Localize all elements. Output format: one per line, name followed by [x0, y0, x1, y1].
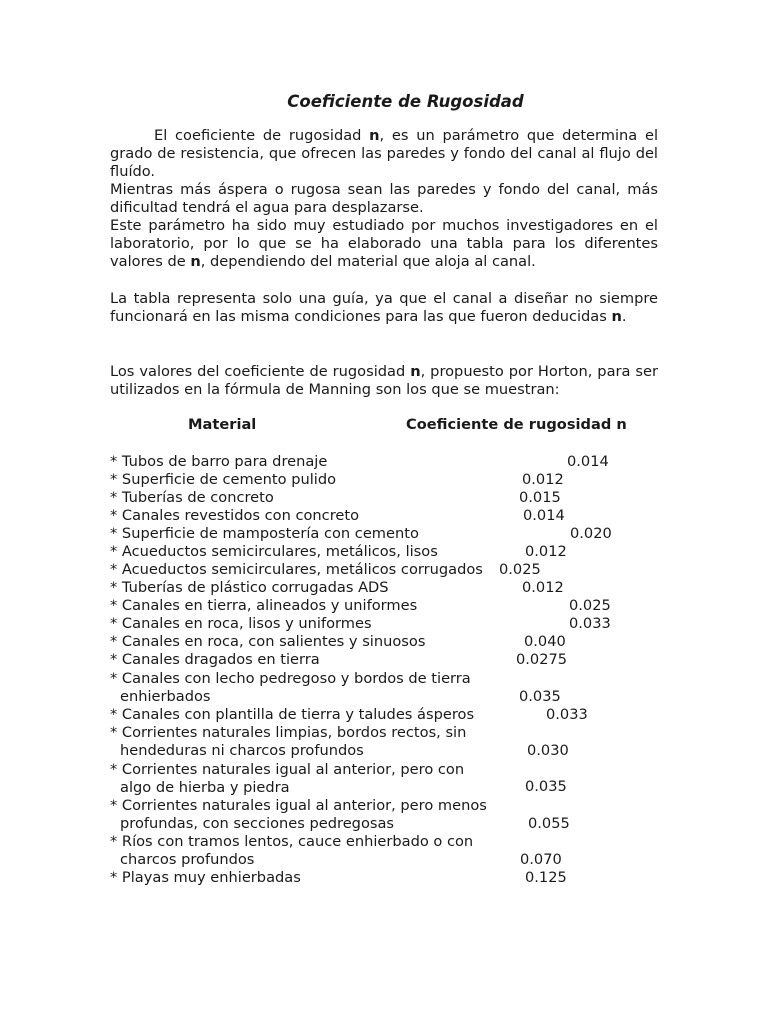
material-label-continuation: algo de hierba y piedra: [120, 779, 290, 796]
material-label-continuation: hendeduras ni charcos profundos: [120, 742, 364, 759]
table-row: [110, 869, 301, 887]
coefficient-value: 0.070: [520, 851, 562, 868]
coefficient-value: 0.125: [525, 869, 567, 886]
material-label: * Canales en roca, lisos y uniformes: [110, 615, 372, 632]
material-label: * Acueductos semicirculares, metálicos, lisos: [110, 543, 438, 560]
material-label: * Ríos con tramos lentos, cauce enhierbado o con: [110, 833, 474, 850]
text-run: , propuesto por Horton, para ser utilizados en la fórmula de Manning son los que se muestran:: [110, 363, 658, 398]
table-row: [110, 833, 473, 869]
material-label-continuation: charcos profundos: [120, 851, 255, 868]
table-row: [110, 706, 474, 724]
text-run: , es un parámetro que determina el grado de resistencia, que ofrecen las paredes y fondo del canal al flujo del fluído.: [110, 127, 659, 180]
table-header-coefficient: Coeficiente de rugosidad n: [406, 416, 627, 433]
coefficient-value: 0.025: [569, 597, 611, 614]
material-label: * Tuberías de concreto: [110, 489, 274, 506]
coefficient-value: 0.012: [522, 579, 564, 596]
document-title: Coeficiente de Rugosidad: [287, 92, 524, 111]
material-label: * Tuberías de plástico corrugadas ADS: [110, 579, 389, 596]
material-label: * Canales con lecho pedregoso y bordos de tierra: [110, 670, 471, 687]
text-run: , dependiendo del material que aloja al canal.: [200, 253, 536, 270]
table-row: [110, 724, 466, 760]
coefficient-value: 0.025: [499, 561, 541, 578]
table-header-material: Material: [188, 416, 257, 433]
table-row: [110, 597, 417, 615]
material-label: * Corrientes naturales igual al anterior, pero con: [110, 761, 465, 778]
text-run: El coeficiente de rugosidad: [154, 127, 370, 144]
symbol-n: n: [190, 253, 201, 270]
material-label: * Canales con plantilla de tierra y taludes ásperos: [110, 706, 475, 723]
table-row: [110, 525, 419, 543]
table-row: [110, 489, 274, 507]
guide-paragraph: [110, 290, 658, 326]
material-label: * Acueductos semicirculares, metálicos corrugados: [110, 561, 483, 578]
horton-paragraph: [110, 363, 658, 399]
table-row: [110, 651, 320, 669]
research-paragraph: [110, 217, 658, 271]
coefficient-value: 0.020: [570, 525, 612, 542]
material-label: * Corrientes naturales igual al anterior, pero menos: [110, 797, 487, 814]
text-run: Los valores del coeficiente de rugosidad: [110, 363, 411, 380]
text-run: .: [621, 308, 627, 325]
coefficient-value: 0.055: [528, 815, 570, 832]
table-row: [110, 471, 336, 489]
text-run: Este parámetro ha sido muy estudiado por muchos investigadores en el laboratorio, por lo que se ha elaborado una tabla para los diferentes valores de: [110, 217, 658, 270]
table-row: [110, 579, 389, 597]
material-label: * Canales dragados en tierra: [110, 651, 320, 668]
coefficient-value: 0.012: [522, 471, 564, 488]
material-label: * Corrientes naturales limpias, bordos rectos, sin: [110, 724, 467, 741]
coefficient-value: 0.030: [527, 742, 569, 759]
coefficient-value: 0.035: [519, 688, 561, 705]
coefficient-value: 0.033: [546, 706, 588, 723]
text-run: La tabla representa solo una guía, ya que el canal a diseñar no siempre funcionará en las misma condiciones para las que fueron deducidas: [110, 290, 658, 325]
roughness-paragraph: Mientras más áspera o rugosa sean las paredes y fondo del canal, más dificultad tendrá el agua para desplazarse.: [110, 181, 658, 216]
table-row: [110, 670, 471, 706]
coefficient-value: 0.033: [569, 615, 611, 632]
intro-section: [110, 127, 658, 271]
coefficient-value: 0.015: [519, 489, 561, 506]
symbol-n: n: [410, 363, 421, 380]
material-label-continuation: profundas, con secciones pedregosas: [120, 815, 395, 832]
symbol-n: n: [611, 308, 622, 325]
coefficient-value: 0.014: [567, 453, 609, 470]
material-label: * Canales revestidos con concreto: [110, 507, 359, 524]
coefficient-value: 0.0275: [516, 651, 568, 668]
material-label-continuation: enhierbados: [120, 688, 211, 705]
table-row: [110, 761, 464, 797]
symbol-n: n: [369, 127, 380, 144]
table-row: [110, 561, 483, 579]
material-label: * Superficie de cemento pulido: [110, 471, 337, 488]
table-row: [110, 543, 438, 561]
table-row: [110, 633, 425, 651]
material-label: * Superficie de mampostería con cemento: [110, 525, 419, 542]
coefficient-value: 0.012: [525, 543, 567, 560]
table-row: [110, 507, 359, 525]
intro-paragraph: [110, 127, 658, 181]
table-row: [110, 797, 487, 833]
material-label: * Canales en roca, con salientes y sinuosos: [110, 633, 426, 650]
coefficient-value: 0.040: [524, 633, 566, 650]
table-row: [110, 615, 372, 633]
table-row: [110, 453, 327, 471]
coefficient-value: 0.014: [523, 507, 565, 524]
material-label: * Canales en tierra, alineados y uniformes: [110, 597, 418, 614]
material-label: * Playas muy enhierbadas: [110, 869, 301, 886]
coefficient-value: 0.035: [525, 778, 567, 795]
material-label: * Tubos de barro para drenaje: [110, 453, 328, 470]
